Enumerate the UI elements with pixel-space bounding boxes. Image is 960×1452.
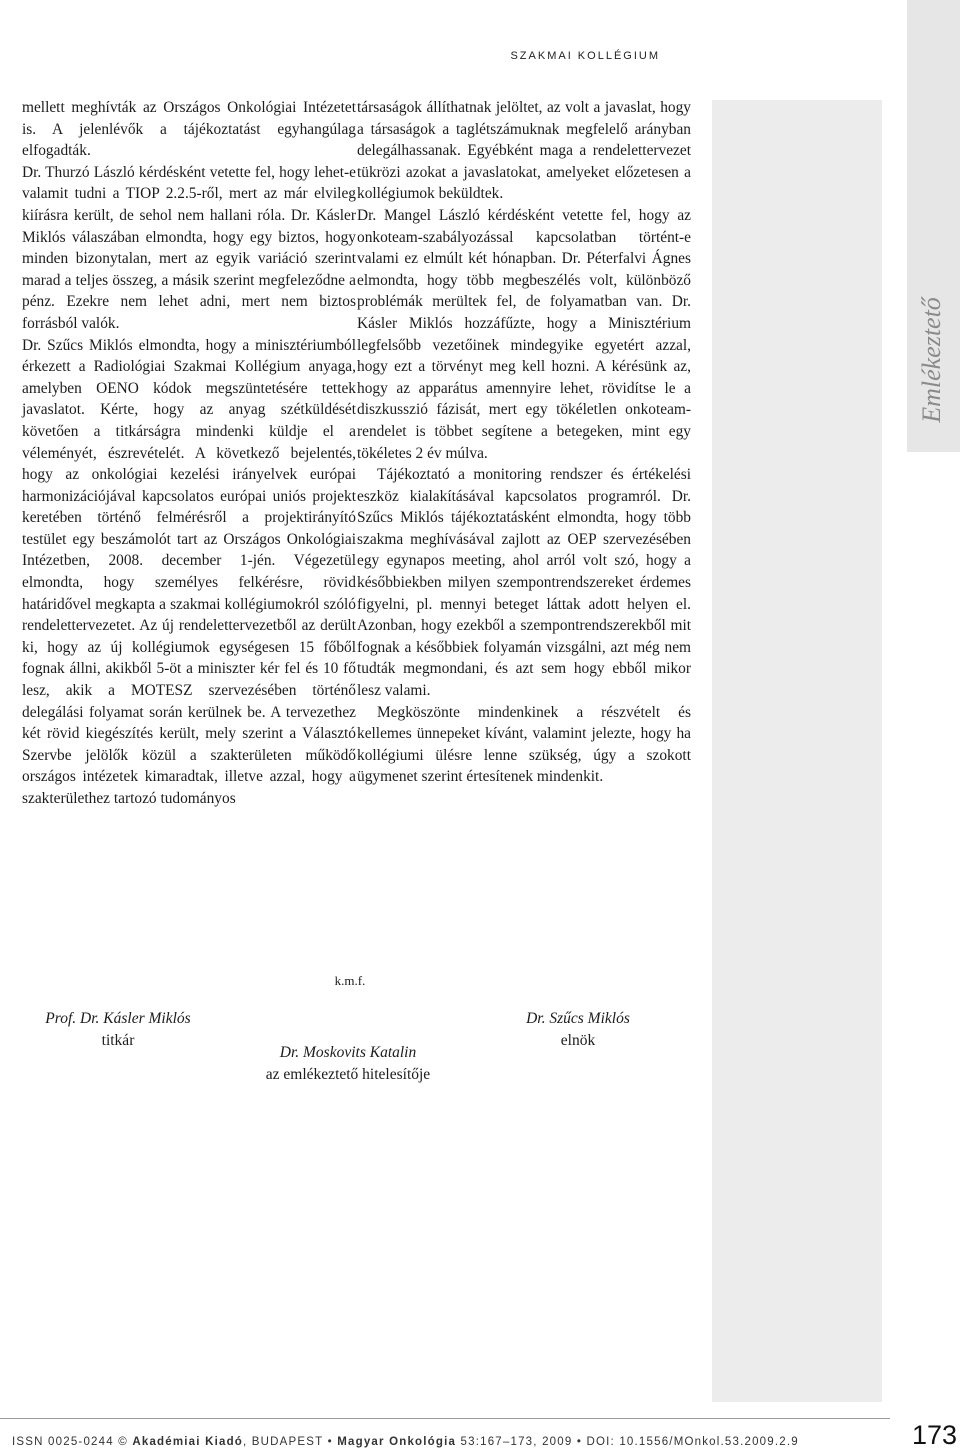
footer-journal: Magyar Onkológia [337,1436,457,1448]
signature-name: Dr. Moskovits Katalin [279,1044,417,1061]
text-column-left [22,97,356,810]
paragraph: Megköszönte mindenkinek a részvételt és kellemes ünnepeket kívánt, valamint jelezte, hogy ha kollégiumi ülésre lenne szükség, úgy a szokott ügymenet szerint értesítenek mindenkit. [357,703,691,786]
signature-name: Dr. Szűcs Miklós [526,1010,630,1027]
footer-separator: • [576,1436,583,1448]
paragraph: Dr. Szűcs Miklós elmondta, hogy a minisztériumból érkezett a Radiológiai Szakmai Kollégium anyaga, amelyben OENO kódok megszüntetésére tettek javaslatot. Kérte, hogy az anyag szétküldését követően a titkárságra mindenki küldje el a véleményét, észrevételét. A következő bejelentés, hogy az onkológiai kezelési irányelvek európai harmonizációjával kapcsolatos európai uniós projekt keretében történő felmérésről a projektirányító testület egy beszámolót tart az Országos Onkológiai Intézetben, 2008. december 1-jén. Végezetül elmondta, hogy személyes felkérésre, rövid határidővel megkapta a szakmai kollégiumokról szóló rendelettervezetet. Az új rendelettervezetből az derült ki, hogy az új kollégiumok egységesen 15 főből fognak állni, akikből 5-öt a miniszter kér fel és 10 fő lesz, akik a MOTESZ szervezésében történő delegálási folyamat során kerülnek be. A tervezethez két rövid kiegészítés került, mely szerint a Választó Szervbe jelölők közül a szakterületen működő országos intézetek kimaradtak, illetve azzal, hogy a szakterülethez tartozó tudományos [22,336,356,807]
signature-role: az emlékeztető hitelesítője [265,1066,431,1083]
footer-volume: 53:167–173, 2009 [456,1436,577,1448]
signature-secretary [20,1008,216,1052]
signature-name: Prof. Dr. Kásler Miklós [45,1010,191,1027]
running-header: SZAKMAI KOLLÉGIUM [510,50,660,62]
text-column-right [357,97,691,788]
paragraph: Dr. Mangel László kérdésként vetette fel, hogy az onkoteam-szabályozással kapcsolatban történt-e valami ez elmúlt két hónapban. Dr. Péterfalvi Ágnes elmondta, hogy több megbeszélés volt, különböző problémák merültek fel, de folyamatban van. Dr. Kásler Miklós hozzáfűzte, hogy a Minisztérium legfelsőbb vezetőinek mindegyike egyetért azzal, hogy ezt a törvényt meg kell hozni. A kérésünk az, hogy az apparátus amennyire lehet, rövidítse le a diszkusszió fázisát, mert egy tökéletlen onkoteam-rendelet is többet segítene a betegeken, mint egy tökéletes 2 év múlva. [357,206,691,462]
signature-president [480,1008,676,1052]
signature-role: titkár [101,1032,135,1049]
margin-shade-strip [712,100,882,1402]
footer-city: , BUDAPEST [243,1436,324,1448]
footer-publisher: Akadémiai Kiadó [132,1436,244,1448]
footer-issn: ISSN 0025-0244 [12,1436,114,1448]
section-tab-label: Emlékeztető [917,297,946,423]
page-number: 173 [912,1420,958,1450]
signature-role: elnök [560,1032,596,1049]
copyright-symbol: © [118,1436,128,1448]
footer-rule [0,1418,890,1419]
paragraph: mellett meghívták az Országos Onkológiai Intézetet is. A jelenlévők a tájékoztatást egyhangúlag elfogadták. [22,99,356,160]
kmf-mark: k.m.f. [334,973,366,988]
paragraph: Tájékoztató a monitoring rendszer és értékelési eszköz kialakításával kapcsolatos programról. Dr. Szűcs Miklós tájékoztatásként elmondta, hogy több szakma meghívásával zajlott az OEP szervezésében egy egynapos meeting, ahol arról volt szó, hogy a későbbiekben milyen szempontrendszereket érdemes figyelni, pl. mennyi beteget láttak adott helyen el. Azonban, hogy ezekből a szempontrendszerekből mit fognak a későbbiek folyamán vizsgálni, azt még nem tudták megmondani, és azt sem hogy ebből mikor lesz valami. [357,466,691,700]
footer-citation [12,1436,799,1448]
signature-authenticator [232,1042,464,1086]
paragraph: társaságok állíthatnak jelöltet, az volt a javaslat, hogy a társaságok a taglétszámuknak megfelelő arányban delegálhassanak. Egyébként maga a rendelettervezet tükrözi azokat a javaslatokat, amelyeket előzetesen a kollégiumok beküldtek. [357,99,691,203]
paragraph: Dr. Thurzó László kérdésként vetette fel, hogy lehet-e valamit tudni a TIOP 2.2.5-ről, mert az már elvileg kiírásra került, de sehol nem hallani róla. Dr. Kásler Miklós válaszában elmondta, hogy egy biztos, hogy minden bizonytalan, mert az egyik variáció szerint marad a teljes összeg, a másik szerint megfeleződne a pénz. Ezekre nem lehet adni, mert nem biztos forrásból valók. [22,163,356,332]
footer-doi: DOI: 10.1556/MOnkol.53.2009.2.9 [582,1436,799,1448]
footer-separator: • [327,1436,333,1448]
